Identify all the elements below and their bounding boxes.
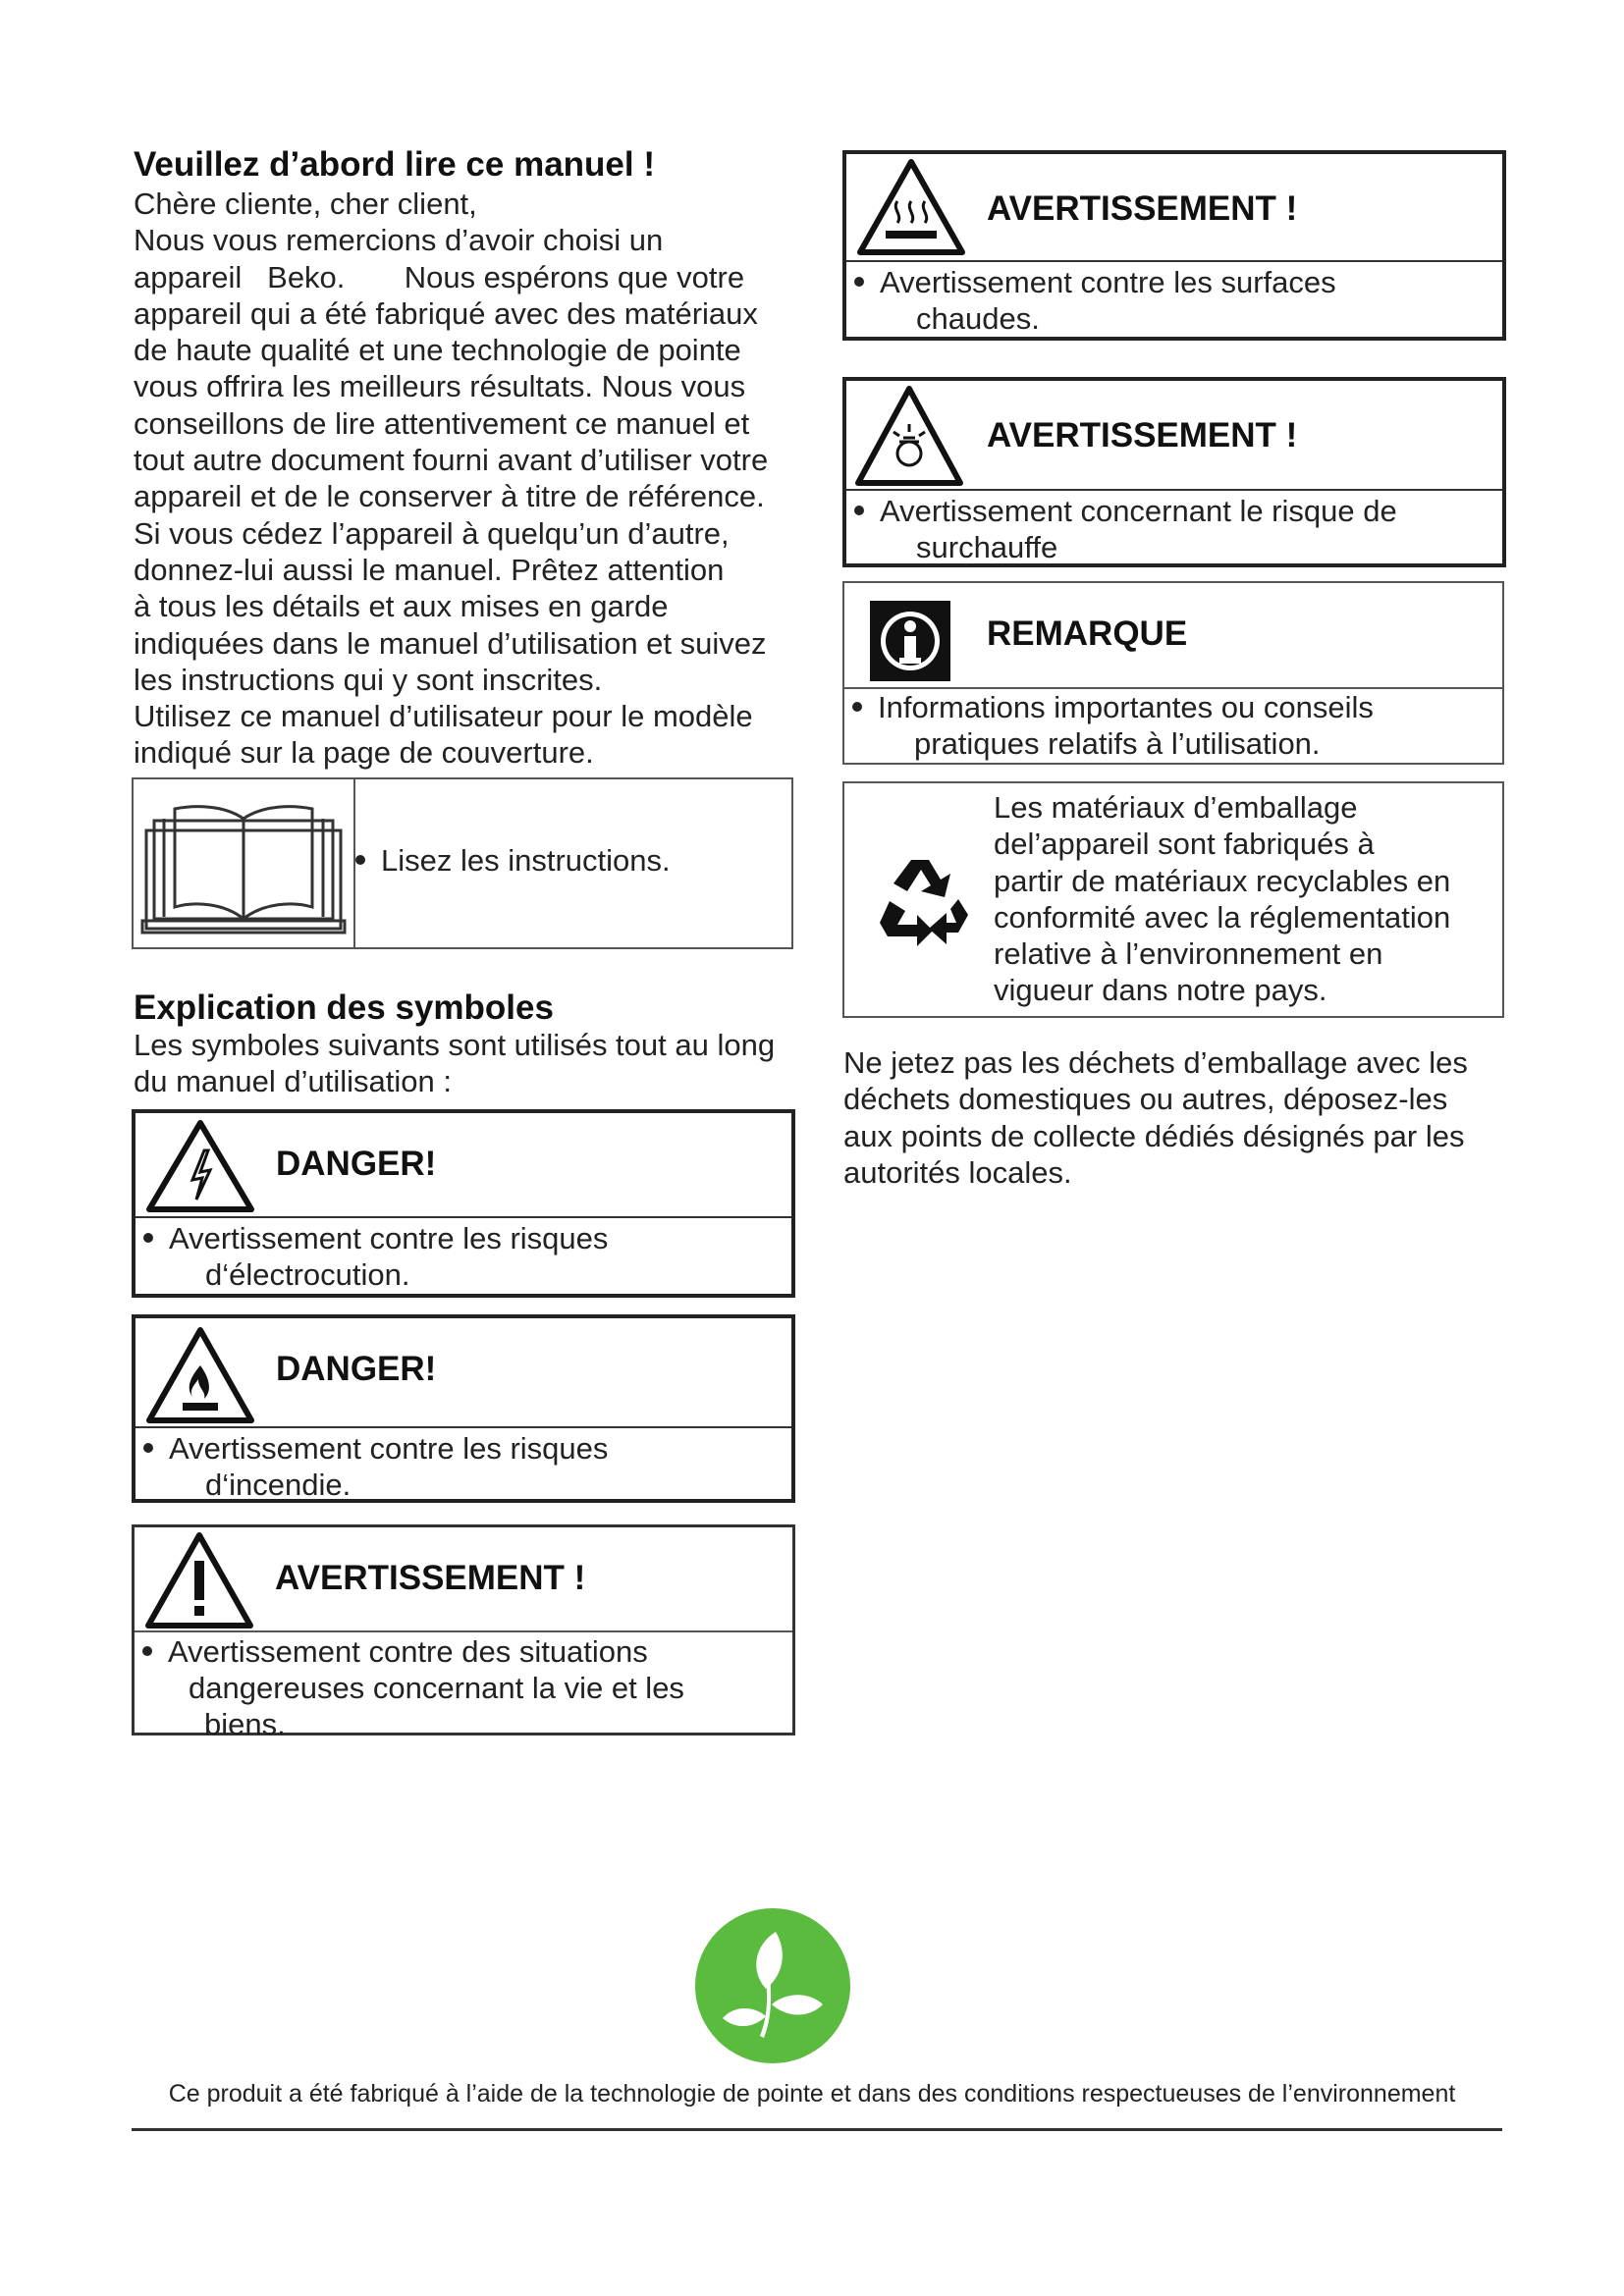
- read-instructions-label: Lisez les instructions.: [381, 843, 671, 878]
- intro-line: Utilisez ce manuel d’utilisateur pour le modèle: [134, 699, 753, 734]
- bullet-dot: [143, 1233, 153, 1243]
- read-icon-cell: [134, 779, 355, 947]
- box-text: [143, 1430, 608, 1503]
- box-title: REMARQUE: [987, 614, 1188, 653]
- box-line: Avertissement contre les risques: [169, 1221, 609, 1255]
- intro-line: appareil Beko. Nous espérons que votre: [134, 259, 745, 294]
- note-box: [842, 581, 1504, 765]
- box-text: [142, 1633, 684, 1742]
- recycle-line: del’appareil sont fabriqués à: [994, 827, 1375, 862]
- box-line: d‘incendie.: [205, 1468, 352, 1502]
- box-line: Avertissement contre les surfaces: [880, 265, 1336, 299]
- recycle-icon: [872, 852, 980, 954]
- symbols-intro: [134, 1027, 801, 1100]
- intro-paragraph: [134, 186, 801, 772]
- intro-line: Si vous cédez l’appareil à quelqu’un d’autre,: [134, 515, 730, 551]
- box-line: d‘électrocution.: [205, 1257, 410, 1292]
- electric-shock-warning-icon: [145, 1119, 255, 1213]
- intro-line: Chère cliente, cher client,: [134, 187, 477, 221]
- warning-general-box: [132, 1524, 795, 1741]
- box-title: DANGER!: [276, 1350, 437, 1388]
- recycle-line: partir de matériaux recyclables en: [994, 863, 1451, 898]
- disposal-line: Ne jetez pas les déchets d’emballage avec les: [843, 1045, 1468, 1080]
- bullet-dot: [143, 1443, 153, 1453]
- box-line: chaudes.: [916, 301, 1040, 336]
- intro-line: de haute qualité et une technologie de pointe: [134, 333, 741, 368]
- recycle-text: [994, 789, 1450, 1009]
- box-line: Avertissement concernant le risque de: [880, 494, 1397, 528]
- recycle-line: conformité avec la réglementation: [994, 899, 1451, 934]
- box-title: AVERTISSEMENT !: [275, 1559, 586, 1597]
- box-title: DANGER!: [276, 1145, 437, 1183]
- symbols-line: Les symboles suivants sont utilisés tout au long: [134, 1028, 776, 1062]
- intro-line: conseillons de lire attentivement ce manuel et: [134, 405, 750, 441]
- bullet-dot: [852, 702, 862, 712]
- danger-fire-box: [132, 1314, 795, 1503]
- disposal-line: déchets domestiques ou autres, déposez-les: [843, 1082, 1448, 1117]
- box-text: [854, 493, 1397, 565]
- intro-line: donnez-lui aussi le manuel. Prêtez attention: [134, 552, 725, 587]
- intro-heading: Veuillez d’abord lire ce manuel !: [134, 145, 655, 184]
- symbols-line: du manuel d’utilisation :: [134, 1064, 452, 1099]
- box-text: [854, 264, 1336, 337]
- footer-text: Ce produit a été fabriqué à l’aide de la technologie de pointe et dans des conditions respectueuses de l’environnement: [168, 2080, 1456, 2108]
- exclamation-warning-icon: [144, 1531, 254, 1629]
- symbols-heading: Explication des symboles: [134, 988, 554, 1027]
- intro-line: indiqué sur la page de couverture.: [134, 735, 594, 771]
- read-instructions-box: [132, 777, 793, 949]
- recycle-line: vigueur dans notre pays.: [994, 973, 1327, 1008]
- bullet-dot: [854, 506, 864, 515]
- bullet-dot: [355, 855, 365, 865]
- danger-electrocution-box: [132, 1109, 795, 1298]
- box-line: pratiques relatifs à l’utilisation.: [914, 726, 1321, 761]
- box-line: biens.: [204, 1707, 286, 1741]
- recycle-line: relative à l’environnement en: [994, 936, 1383, 972]
- read-instructions-text: [355, 842, 671, 879]
- box-line: surchauffe: [916, 530, 1058, 564]
- intro-line: Nous vous remercions d’avoir choisi un: [134, 223, 664, 258]
- box-line: Avertissement contre des situations: [168, 1634, 648, 1669]
- box-title: AVERTISSEMENT !: [987, 189, 1298, 228]
- disposal-paragraph: [843, 1044, 1511, 1191]
- recycle-box: [842, 781, 1504, 1018]
- intro-line: appareil et de le conserver à titre de référence.: [134, 479, 765, 514]
- hot-surface-warning-icon: [856, 158, 966, 256]
- info-icon: [870, 601, 950, 681]
- footer-divider: [132, 2128, 1502, 2131]
- box-title: AVERTISSEMENT !: [987, 416, 1298, 454]
- fire-warning-icon: [145, 1326, 255, 1424]
- intro-line: appareil qui a été fabriqué avec des matériaux: [134, 295, 758, 331]
- open-book-icon: [140, 791, 347, 938]
- box-line: Avertissement contre les risques: [169, 1431, 609, 1466]
- intro-line: tout autre document fourni avant d’utiliser votre: [134, 443, 769, 478]
- intro-line: vous offrira les meilleurs résultats. Nous vous: [134, 369, 746, 404]
- intro-line: à tous les détails et aux mises en garde: [134, 589, 669, 624]
- box-line: dangereuses concernant la vie et les: [189, 1671, 684, 1705]
- leaf-eco-icon: [693, 1906, 852, 2065]
- box-text: [143, 1220, 608, 1293]
- bullet-dot: [142, 1646, 152, 1656]
- overheat-warning-icon: [854, 385, 964, 487]
- disposal-line: aux points de collecte dédiés désignés par les: [843, 1118, 1465, 1153]
- recycle-line: Les matériaux d’emballage: [994, 790, 1358, 825]
- disposal-line: autorités locales.: [843, 1154, 1072, 1190]
- intro-line: indiquées dans le manuel d’utilisation et suivez: [134, 625, 767, 661]
- box-line: Informations importantes ou conseils: [878, 690, 1374, 724]
- warning-hot-surface-box: [842, 150, 1506, 341]
- box-text: [852, 689, 1374, 762]
- warning-overheat-box: [842, 377, 1506, 567]
- intro-line: les instructions qui y sont inscrites.: [134, 662, 603, 697]
- bullet-dot: [854, 277, 864, 287]
